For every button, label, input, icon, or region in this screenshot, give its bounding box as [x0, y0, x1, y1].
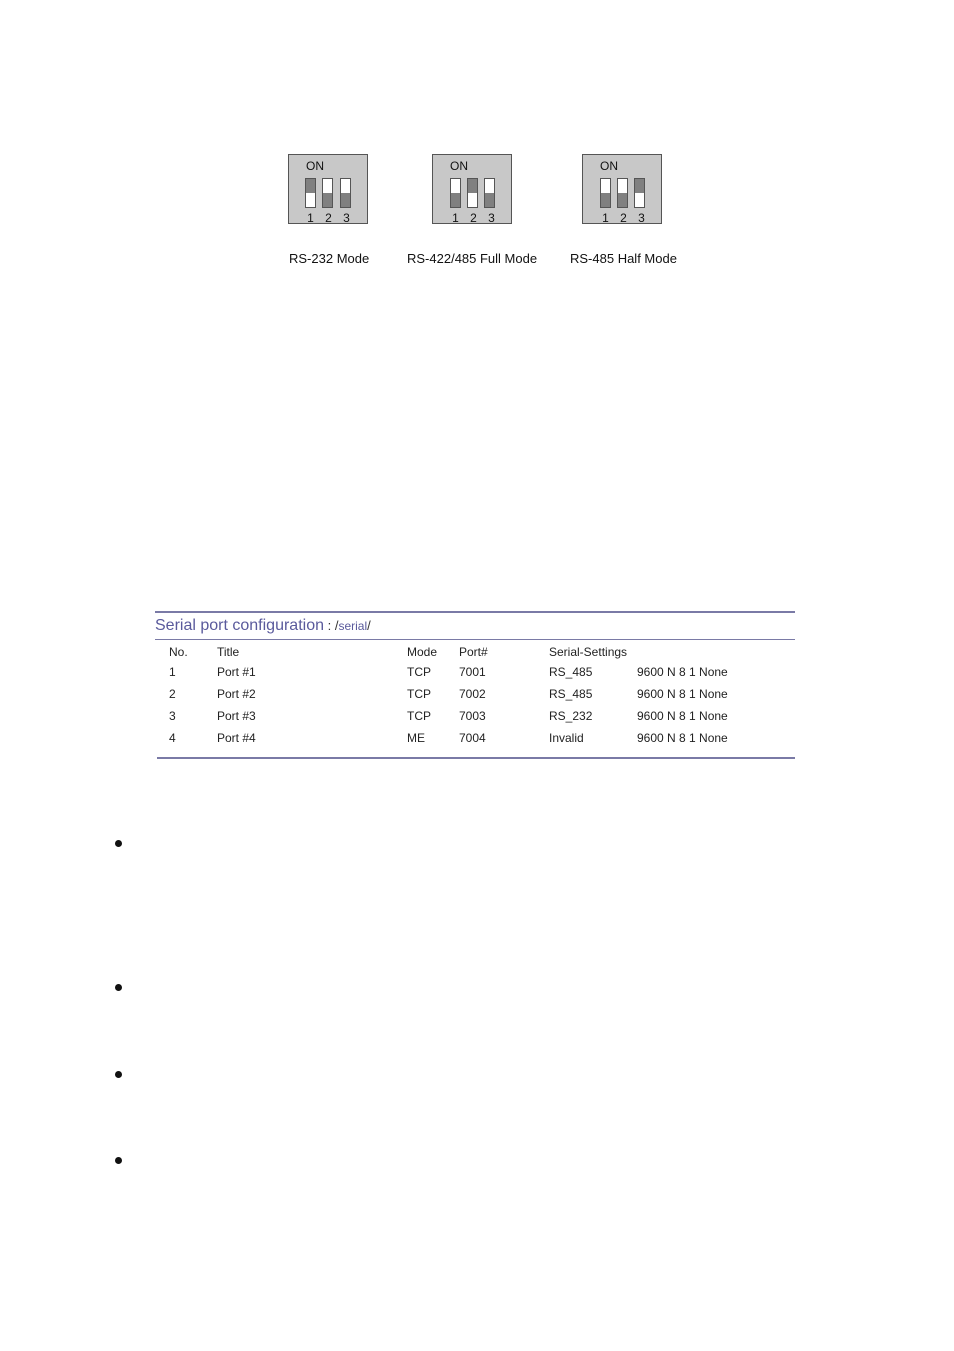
dip-number-3: 3 [638, 211, 645, 225]
column-header-mode: Mode [407, 645, 438, 659]
dip-switch-rs485-half [582, 154, 662, 224]
caption-rs232-mode: RS-232 Mode [289, 251, 370, 266]
cell-port: 7003 [459, 709, 486, 723]
dip-number-3: 3 [343, 211, 350, 225]
dip-toggle-1 [450, 178, 461, 208]
dip-number-2: 2 [620, 211, 627, 225]
cell-no: 2 [169, 687, 176, 701]
toggle-knob [635, 179, 644, 193]
cell-mode: TCP [407, 665, 431, 679]
path-separator: : / [323, 618, 339, 633]
dip-on-label: ON [450, 159, 468, 173]
toggle-knob [485, 193, 494, 207]
dip-switch-rs422-485-full [432, 154, 512, 224]
dip-on-label: ON [306, 159, 324, 173]
cell-port: 7002 [459, 687, 486, 701]
toggle-knob [306, 179, 315, 193]
dip-toggle-1 [305, 178, 316, 208]
dip-number-1: 1 [452, 211, 459, 225]
panel-title: Serial port configuration [155, 617, 324, 634]
cell-no: 4 [169, 731, 176, 745]
dip-toggle-1 [600, 178, 611, 208]
bullet-icon [115, 1157, 122, 1164]
cell-port: 7004 [459, 731, 486, 745]
dip-toggle-3 [340, 178, 351, 208]
toggle-knob [468, 179, 477, 193]
panel-heading [155, 617, 371, 635]
path-suffix: / [367, 618, 371, 633]
cell-title[interactable]: Port #4 [217, 731, 256, 745]
cell-title[interactable]: Port #1 [217, 665, 256, 679]
cell-interface: RS_485 [549, 687, 593, 701]
dip-number-3: 3 [488, 211, 495, 225]
cell-title[interactable]: Port #2 [217, 687, 256, 701]
toggle-knob [341, 193, 350, 207]
cell-mode: ME [407, 731, 425, 745]
cell-title[interactable]: Port #3 [217, 709, 256, 723]
dip-number-1: 1 [307, 211, 314, 225]
dip-toggle-2 [322, 178, 333, 208]
cell-port: 7001 [459, 665, 486, 679]
divider-top [155, 611, 795, 613]
dip-switch-rs232 [288, 154, 368, 224]
cell-params: 9600 N 8 1 None [637, 687, 728, 701]
dip-toggle-2 [617, 178, 628, 208]
divider-bottom [157, 757, 795, 759]
cell-params: 9600 N 8 1 None [637, 709, 728, 723]
dip-toggle-3 [634, 178, 645, 208]
toggle-knob [618, 193, 627, 207]
cell-interface: RS_232 [549, 709, 593, 723]
dip-number-2: 2 [325, 211, 332, 225]
cell-params: 9600 N 8 1 None [637, 665, 728, 679]
cell-params: 9600 N 8 1 None [637, 731, 728, 745]
dip-number-2: 2 [470, 211, 477, 225]
caption-rs485-half-mode: RS-485 Half Mode [570, 251, 677, 266]
cell-no: 1 [169, 665, 176, 679]
dip-toggle-2 [467, 178, 478, 208]
bullet-icon [115, 1071, 122, 1078]
toggle-knob [601, 193, 610, 207]
column-header-title: Title [217, 645, 240, 659]
divider-heading [155, 639, 795, 640]
dip-toggle-3 [484, 178, 495, 208]
cell-interface: Invalid [549, 731, 584, 745]
column-header-no: No. [169, 645, 188, 659]
bullet-icon [115, 840, 122, 847]
caption-rs422-485-full-mode: RS-422/485 Full Mode [407, 251, 538, 266]
dip-number-1: 1 [602, 211, 609, 225]
cell-no: 3 [169, 709, 176, 723]
column-header-serial-settings: Serial-Settings [549, 645, 628, 659]
bullet-icon [115, 984, 122, 991]
toggle-knob [323, 193, 332, 207]
cell-mode: TCP [407, 687, 431, 701]
dip-on-label: ON [600, 159, 618, 173]
column-header-port: Port# [459, 645, 488, 659]
path-link-serial[interactable]: serial [338, 619, 368, 633]
cell-interface: RS_485 [549, 665, 593, 679]
toggle-knob [451, 193, 460, 207]
cell-mode: TCP [407, 709, 431, 723]
